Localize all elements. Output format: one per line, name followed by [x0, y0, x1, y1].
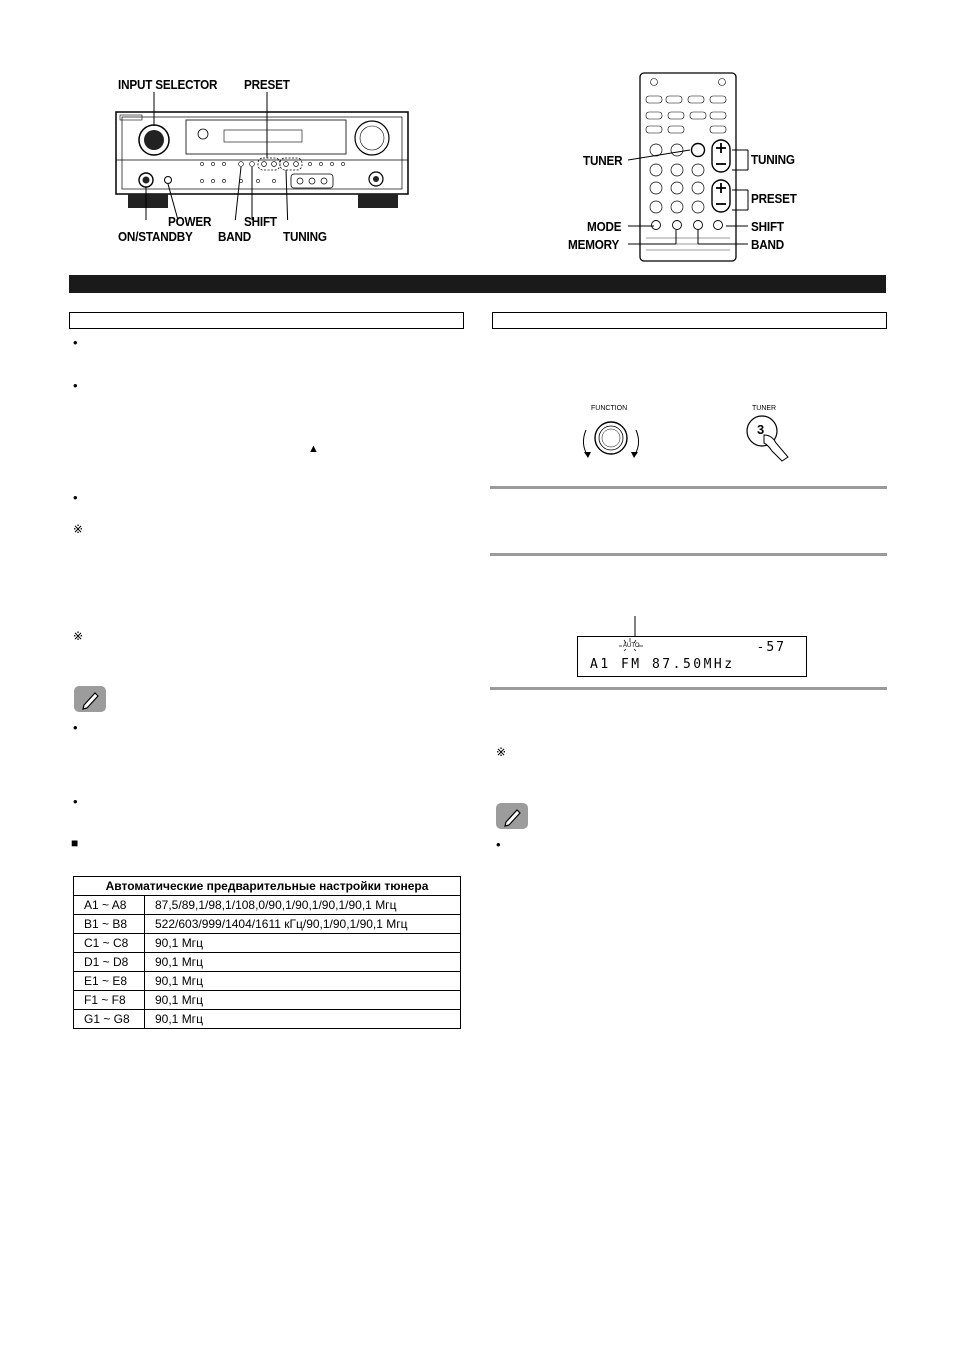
label-band: BAND	[218, 229, 252, 244]
function-knob-label: FUNCTION	[591, 405, 628, 412]
bullet-dot: •	[73, 490, 78, 505]
tuner-button-illustration	[742, 405, 802, 465]
label-remote-mode: MODE	[587, 219, 622, 234]
right-subsection-header	[492, 312, 887, 329]
reference-mark: ※	[73, 522, 84, 536]
label-remote-tuner: TUNER	[583, 153, 623, 168]
tuner-button-label: TUNER	[752, 405, 777, 412]
auto-indicator: AUTO	[623, 643, 640, 649]
table-row: B1 ~ B8 522/603/999/1404/1611 кГц/90,1/90,1/90,1 Мгц	[74, 915, 461, 934]
note-pencil-icon	[496, 803, 528, 829]
label-remote-preset: PRESET	[751, 191, 797, 206]
bullet-dot: •	[73, 720, 78, 735]
note-pencil-icon	[74, 686, 106, 712]
label-remote-shift: SHIFT	[751, 219, 784, 234]
step-divider	[490, 687, 887, 690]
display-readout: A1 FM 87.50MHz	[590, 657, 735, 672]
table-row: A1 ~ A8 87,5/89,1/98,1/108,0/90,1/90,1/90,1/90,1 Мгц	[74, 896, 461, 915]
label-remote-band: BAND	[751, 237, 785, 252]
rotate-knob-icon	[576, 414, 646, 464]
auto-preset-table	[73, 876, 461, 1029]
signal-level: -57	[756, 640, 786, 655]
label-input-selector: INPUT SELECTOR	[118, 77, 218, 92]
table-row: D1 ~ D8 90,1 Мгц	[74, 953, 461, 972]
table-row: E1 ~ E8 90,1 Мгц	[74, 972, 461, 991]
step-divider	[490, 486, 887, 489]
square-bullet-icon: ■	[71, 836, 79, 850]
left-subsection-header	[69, 312, 464, 329]
label-tuning: TUNING	[283, 229, 327, 244]
label-preset: PRESET	[244, 77, 290, 92]
label-power: POWER	[168, 214, 212, 229]
press-button-icon	[742, 413, 802, 463]
step-divider	[490, 553, 887, 556]
label-remote-memory: MEMORY	[568, 237, 620, 252]
bullet-dot: •	[73, 335, 78, 350]
bullet-dot: •	[73, 378, 78, 393]
reference-mark: ※	[496, 745, 507, 759]
table-row: F1 ~ F8 90,1 Мгц	[74, 991, 461, 1010]
blinking-indicator-icon	[616, 638, 646, 656]
fl-display	[577, 636, 807, 677]
function-knob-illustration	[576, 405, 646, 465]
table-row: C1 ~ C8 90,1 Мгц	[74, 934, 461, 953]
preset-table-title: Автоматические предварительные настройки тюнера	[74, 877, 461, 896]
table-row: G1 ~ G8 90,1 Мгц	[74, 1010, 461, 1029]
label-shift: SHIFT	[244, 214, 277, 229]
reference-mark: ※	[73, 629, 84, 643]
bullet-dot: •	[496, 837, 501, 852]
label-on-standby: ON/STANDBY	[118, 229, 193, 244]
section-title-bar	[69, 275, 886, 293]
tuner-button-number: 3	[757, 422, 765, 437]
remote-leader-lines	[628, 140, 752, 260]
bullet-dot: •	[73, 794, 78, 809]
receiver-front-panel-image	[110, 92, 410, 220]
label-remote-tuning: TUNING	[751, 152, 795, 167]
triangle-up-icon: ▲	[308, 443, 319, 455]
